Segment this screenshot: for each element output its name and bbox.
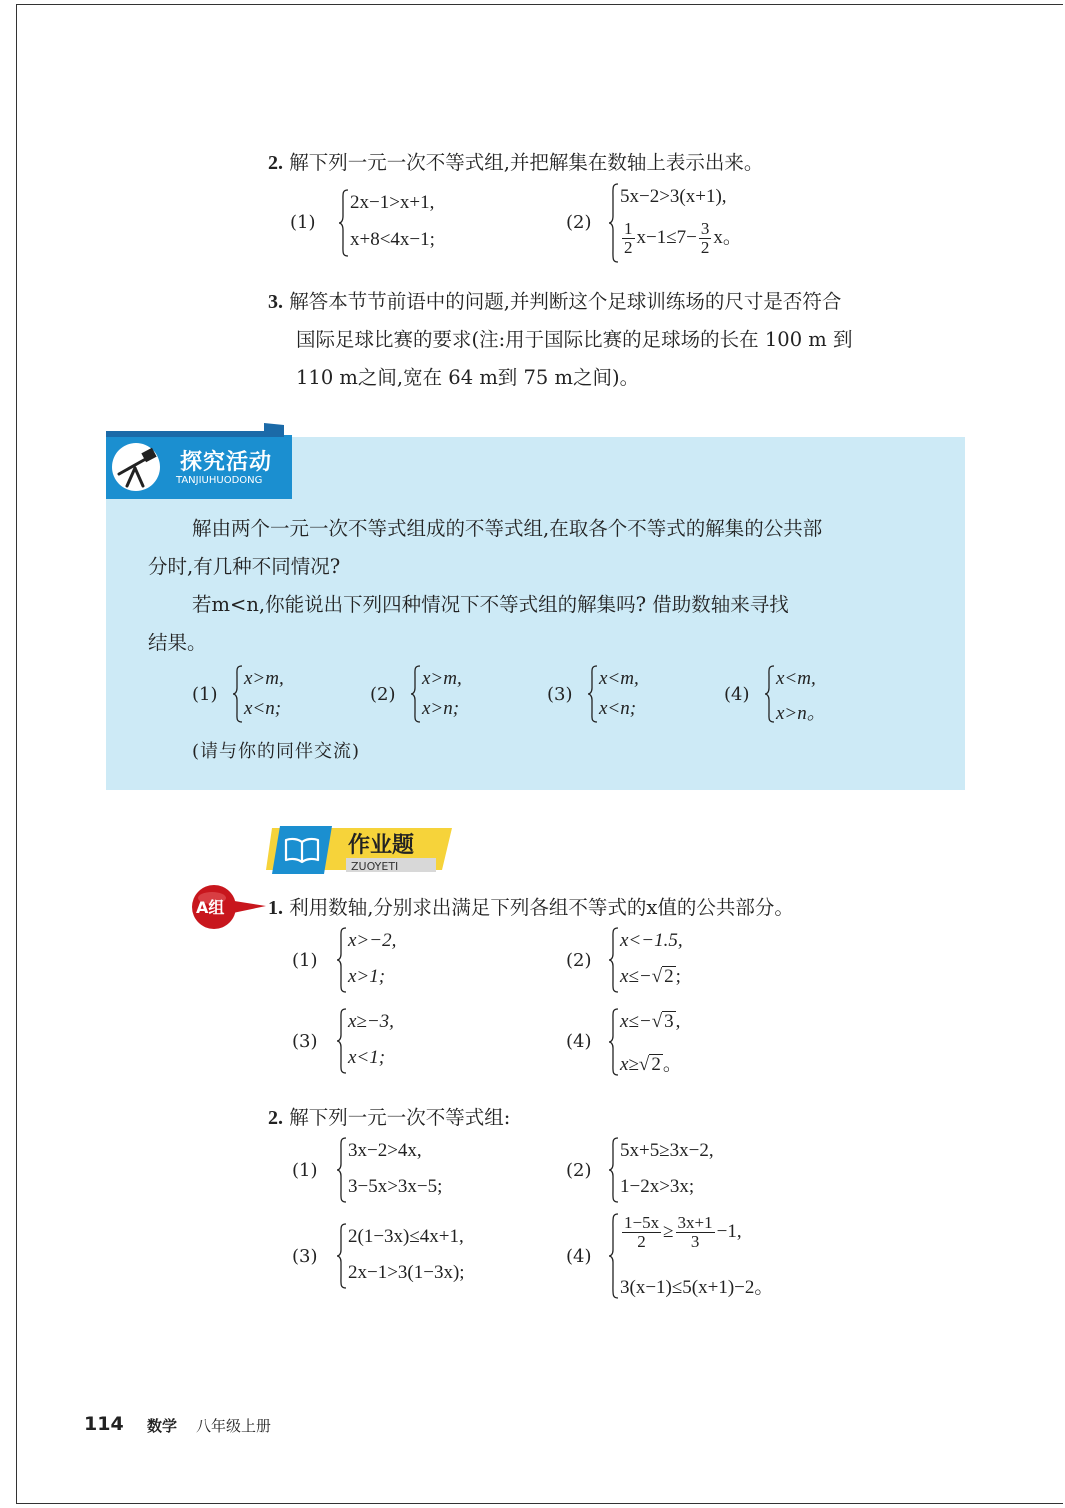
homework-q1-system-3: (3) x≥−3, x<1; (292, 1007, 492, 1075)
system-label: (2) (566, 212, 592, 233)
homework-q1-system-1: (1) x>−2, x>1; (292, 926, 492, 994)
system-line-fraction: $\frac{1}{2}$ x−1≤7− $\frac{3}{2}$ x。 (624, 219, 742, 257)
explore-title: 探究活动 (180, 450, 273, 475)
page-number: 114 (84, 1413, 124, 1435)
fraction: $\frac{1}{2}$ (624, 219, 633, 257)
footer-grade: 八年级上册 (196, 1417, 272, 1435)
homework-subtitle: ZUOYETI (351, 860, 399, 873)
homework-q2-system-4: (4) $\frac{1-5x}{2}$ ≥ $\frac{3x+1}{3}$ −1, 3(x−1)≤5(x+1)−2。 (566, 1213, 774, 1298)
brace-icon (608, 182, 620, 264)
telescope-icon (113, 446, 161, 490)
brace-icon (587, 664, 599, 724)
exercise-2-system-1 (290, 188, 510, 260)
system-line: x+8<4x−1; (350, 229, 435, 250)
explore-paragraph-1: 解由两个一元一次不等式组成的不等式组,在取各个不等式的解集的公共部 分时,有几种不同情况? (148, 517, 823, 578)
explore-paragraph-2: 若m<n,你能说出下列四种情况下不等式组的解集吗? 借助数轴来寻找 结果。 (148, 593, 789, 654)
exercise-2-heading: 2. 解下列一元一次不等式组,并把解集在数轴上表示出来。 (268, 151, 764, 174)
homework-q2-system-1: (1) 3x−2>4x, 3−5x>3x−5; (292, 1136, 522, 1204)
brace-icon (336, 1007, 348, 1075)
brace-icon (410, 664, 422, 724)
homework-q1-system-2: (2) x<−1.5, x≤−√ 2 ; (566, 926, 786, 994)
explore-subtitle: TANJIUHUODONG (176, 475, 263, 486)
brace-icon (608, 1136, 620, 1204)
explore-note: (请与你的同伴交流) (192, 741, 361, 762)
explore-system-4: (4) x<m, x>n。 (724, 664, 884, 724)
brace-icon (338, 188, 350, 258)
brace-icon (336, 1222, 348, 1290)
homework-q1-system-4: (4) x≤−√ 3 , x≥√ 2 。 (566, 1007, 786, 1077)
brace-icon (608, 1212, 620, 1300)
brace-icon (608, 1007, 620, 1077)
explore-system-1: (1) x>m, x<n; (192, 664, 352, 724)
homework-q2-system-2: (2) 5x+5≥3x−2, 1−2x>3x; (566, 1136, 806, 1204)
explore-system-3: (3) x<m, x<n; (547, 664, 707, 724)
fraction: $\frac{3}{2}$ (700, 219, 710, 257)
brace-icon (336, 926, 348, 994)
fraction: $\frac{3x+1}{3}$ (677, 1213, 713, 1251)
explore-system-2: (2) x>m, x>n; (370, 664, 530, 724)
brace-icon (764, 664, 776, 724)
exercise-2-system-2 (566, 182, 826, 266)
footer-subject: 数学 (147, 1417, 178, 1435)
homework-q1-heading: 1. 利用数轴,分别求出满足下列各组不等式的x值的公共部分。 (268, 896, 794, 919)
system-label: (1) (290, 212, 316, 233)
open-book-icon (282, 832, 322, 866)
brace-icon (336, 1136, 348, 1204)
group-a-label: A组 (196, 898, 225, 917)
brace-icon (232, 664, 244, 724)
system-line: 2x−1>x+1, (350, 192, 435, 213)
brace-icon (608, 926, 620, 994)
homework-q2-heading: 2. 解下列一元一次不等式组: (268, 1106, 511, 1129)
homework-title: 作业题 (348, 833, 415, 858)
exercise-3: 3. 解答本节节前语中的问题,并判断这个足球训练场的尺寸是否符合 国际足球比赛的要求(注:用于国际比赛的足球场的长在 100 m 到 110 m之间,宽在 64 m到 75 m之间)。 (268, 290, 853, 389)
system-line: 5x−2>3(x+1), (620, 186, 727, 207)
fraction: $\frac{1-5x}{2}$ (624, 1213, 660, 1251)
homework-q2-system-3: (3) 2(1−3x)≤4x+1, 2x−1>3(1−3x); (292, 1222, 542, 1290)
